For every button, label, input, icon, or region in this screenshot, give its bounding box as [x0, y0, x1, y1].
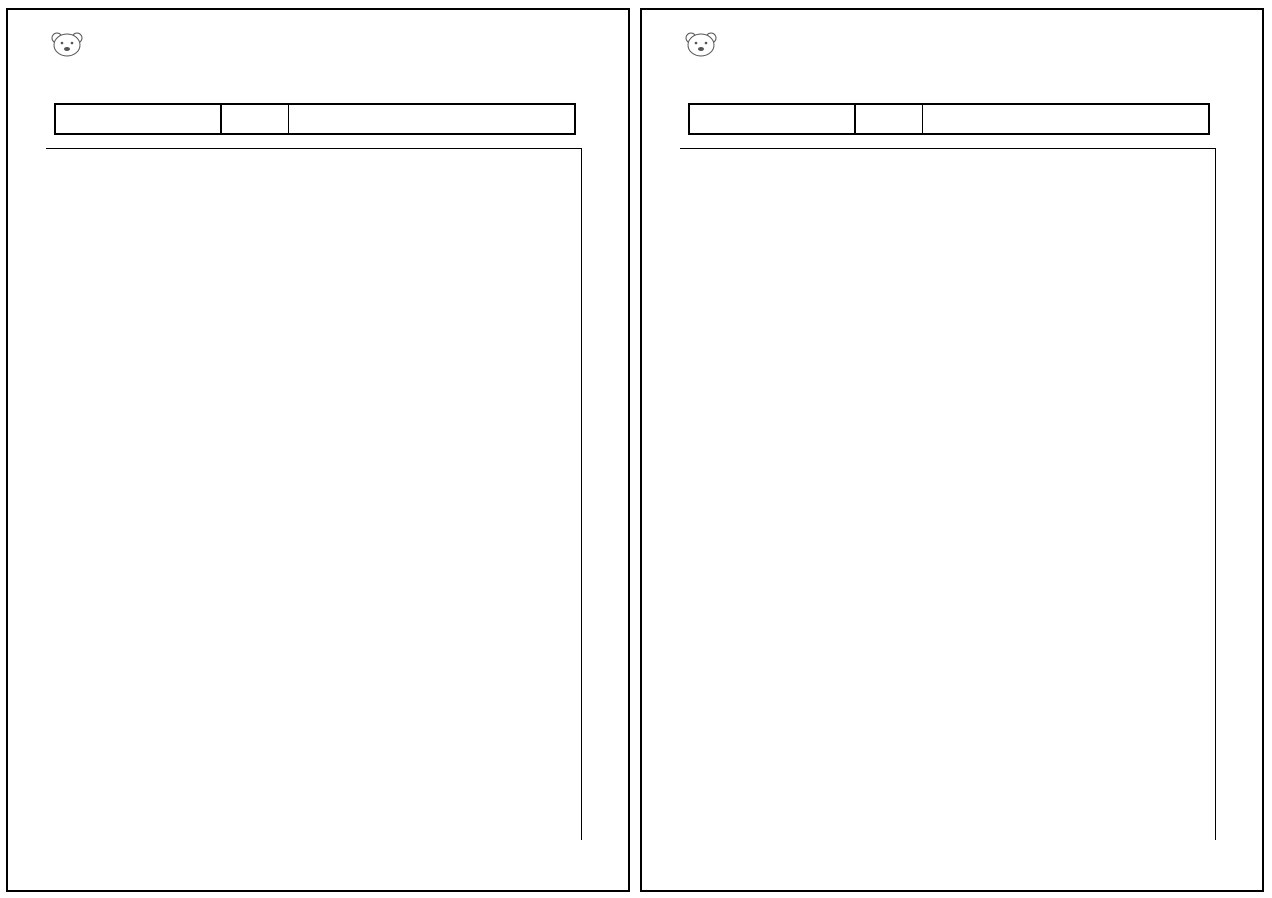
name-date-box	[54, 103, 576, 135]
question-sheet	[6, 8, 630, 892]
answer-grid	[680, 148, 1216, 840]
date-field[interactable]	[690, 105, 856, 133]
date-field[interactable]	[56, 105, 222, 133]
bear-logo-icon	[50, 30, 84, 58]
name-date-box	[688, 103, 1210, 135]
name-label-cell	[854, 105, 923, 133]
bear-logo-icon	[684, 30, 718, 58]
name-label-cell	[220, 105, 289, 133]
worksheet-title	[682, 80, 698, 96]
worksheet-title	[48, 80, 64, 96]
problem-grid	[46, 148, 582, 840]
answer-sheet	[640, 8, 1264, 892]
